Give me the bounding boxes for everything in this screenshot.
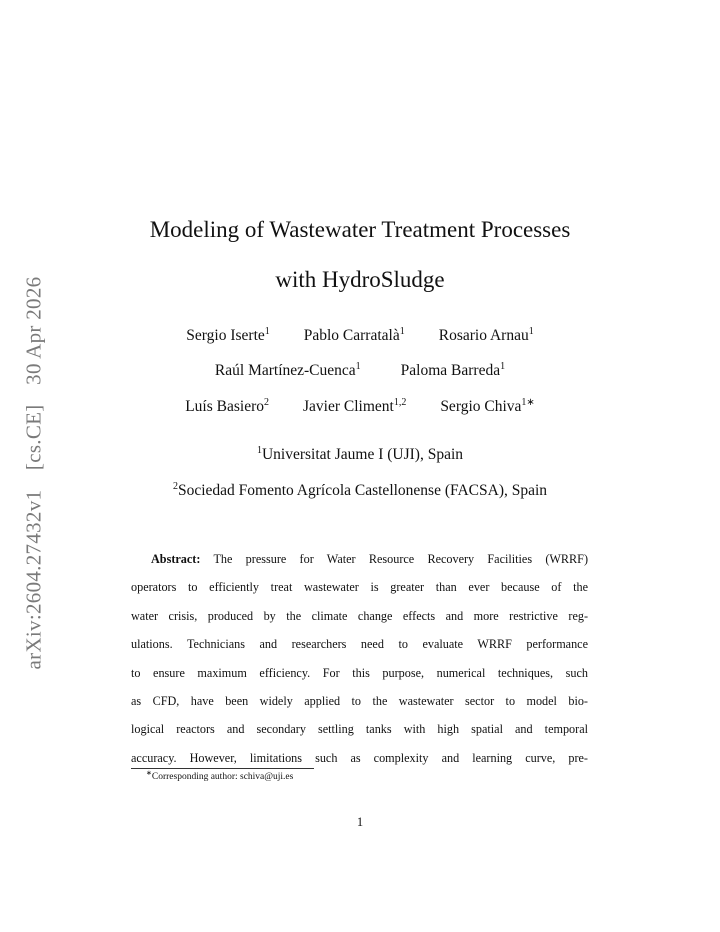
abstract-line: water crisis, produced by the climate change effects and more restrictive reg- — [131, 608, 588, 623]
author-row-1 — [0, 327, 720, 345]
author: Rosario Arnau$^1$ — [438, 326, 534, 344]
abstract-line: Abstract: The pressure for Water Resource Recovery Facilities (WRRF) — [151, 552, 589, 566]
author: Javier Climent$^{1,2}$ — [302, 397, 407, 415]
arxiv-identifier-stamp — [22, 263, 47, 670]
footnote: ∗Corresponding author: schiva@uji.es — [146, 769, 294, 782]
author: Raúl Martínez-Cuenca$^1$ — [214, 361, 361, 379]
arxiv-category: [cs.CE] — [21, 404, 46, 471]
author: Sergio Iserte$^1$ — [186, 326, 270, 344]
paper-title-line-2: with HydroSludge — [275, 267, 445, 292]
author: Pablo Carratalà$^1$ — [303, 326, 405, 344]
author-row-2 — [0, 362, 720, 380]
page-number: 1 — [356, 815, 364, 829]
abstract-line: as CFD, have been widely applied to the wastewater sector to model bio- — [131, 694, 588, 709]
author: Paloma Barreda$^1$ — [400, 361, 506, 379]
abstract — [131, 545, 588, 772]
arxiv-date: 30 Apr 2026 — [21, 276, 46, 385]
abstract-line: accuracy. However, limitations such as complexity and learning curve, pre- — [131, 750, 588, 765]
paper-title-line-1: Modeling of Wastewater Treatment Processes — [149, 217, 571, 242]
affiliation-1: $^1$Universitat Jaume I (UJI), Spain — [256, 445, 464, 463]
abstract-label: Abstract: — [151, 552, 201, 566]
author: Sergio Chiva$^{1∗}$ — [440, 397, 535, 415]
footnote-divider — [131, 768, 314, 769]
author-row-3 — [0, 398, 720, 416]
abstract-line: operators to efficiently treat wastewater is greater than ever because of the — [131, 580, 588, 595]
abstract-line: to ensure maximum efficiency. For this purpose, numerical techniques, such — [131, 665, 588, 680]
affiliation-2: $^2$Sociedad Fomento Agrícola Castellonense (FACSA), Spain — [172, 481, 548, 499]
abstract-line: logical reactors and secondary settling tanks with high spatial and temporal — [131, 722, 588, 737]
author: Luís Basiero$^2$ — [185, 397, 269, 415]
abstract-line: ulations. Technicians and researchers need to evaluate WRRF performance — [131, 637, 588, 652]
arxiv-id: arXiv:2604.27432v1 — [21, 489, 46, 670]
